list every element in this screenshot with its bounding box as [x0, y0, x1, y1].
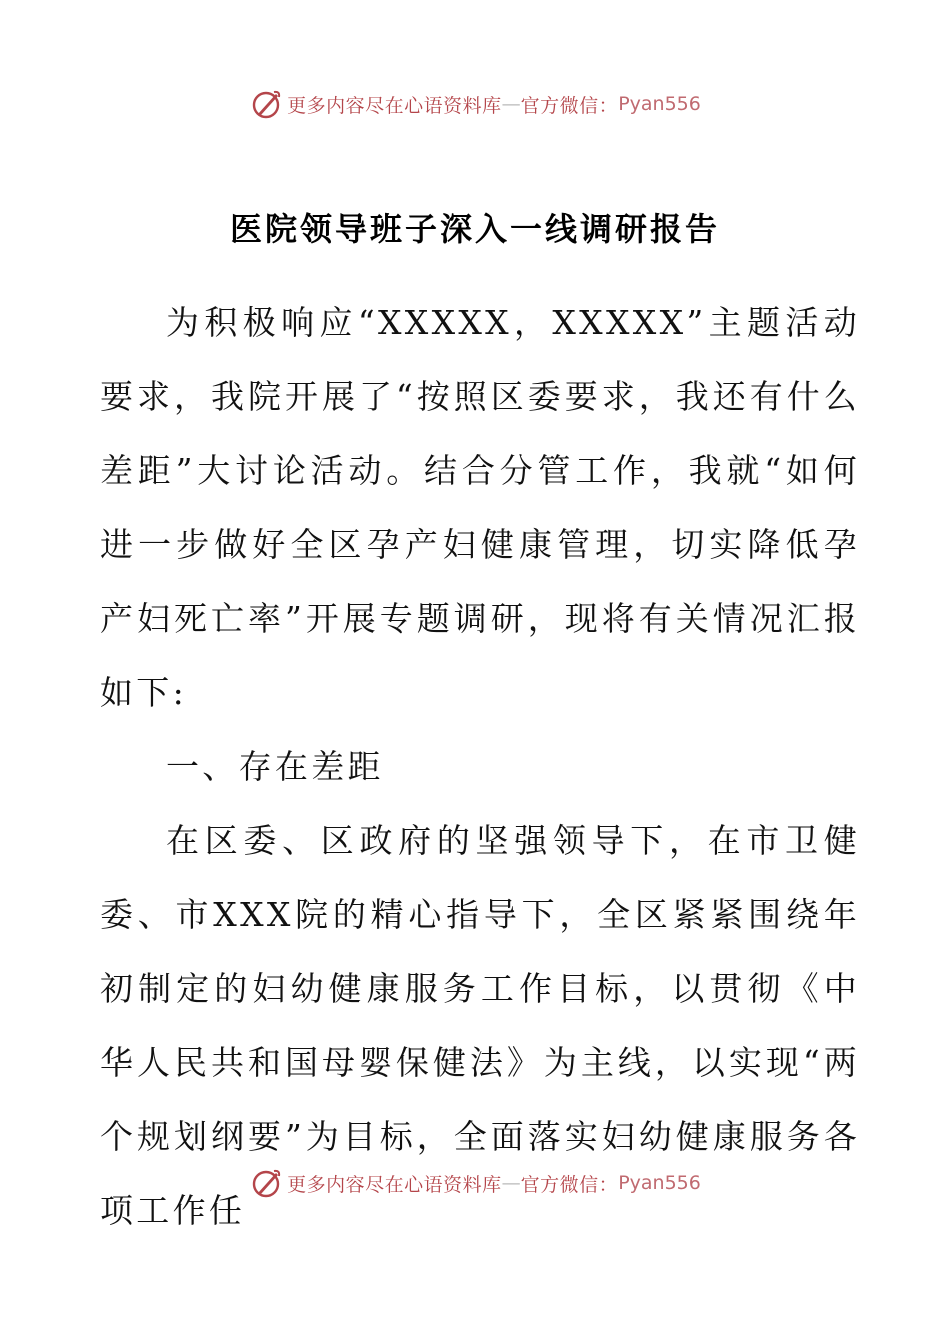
- header-watermark: [0, 84, 950, 124]
- watermark-official: 官方微信：: [520, 1173, 619, 1196]
- watermark-separator: —: [501, 93, 521, 115]
- watermark-text: 更多内容尽在心语资料库: [287, 94, 502, 117]
- footer-watermark: [0, 1163, 950, 1203]
- quill-pen-logo-icon: [249, 1166, 283, 1200]
- document-title: 医院领导班子深入一线调研报告: [229, 210, 720, 248]
- intro-paragraph: 为积极响应“XXXXX，XXXXX”主题活动要求，我院开展了“按照区委要求，我还有什么差距”大讨论活动。结合分管工作，我就“如何进一步做好全区孕产妇健康管理，切实降低孕产妇死亡率”开展专题调研，现将有关情况汇报如下:: [100, 303, 860, 712]
- document-body: [100, 286, 860, 1248]
- watermark-text: 更多内容尽在心语资料库: [287, 1173, 502, 1196]
- watermark-official: 官方微信：: [520, 94, 619, 117]
- watermark-separator: —: [501, 1172, 521, 1194]
- section-heading: 一、存在差距: [166, 747, 384, 786]
- body-paragraph: 在区委、区政府的坚强领导下，在市卫健委、市XXX院的精心指导下，全区紧紧围绕年初制定的妇幼健康服务工作目标，以贯彻《中华人民共和国母婴保健法》为主线，以实现“两个规划纲要”为目标，全面落实妇幼健康服务各项工作任: [100, 821, 860, 1230]
- watermark-id: Pyan556: [618, 93, 701, 115]
- quill-pen-logo-icon: [249, 87, 283, 121]
- watermark-id: Pyan556: [618, 1172, 701, 1194]
